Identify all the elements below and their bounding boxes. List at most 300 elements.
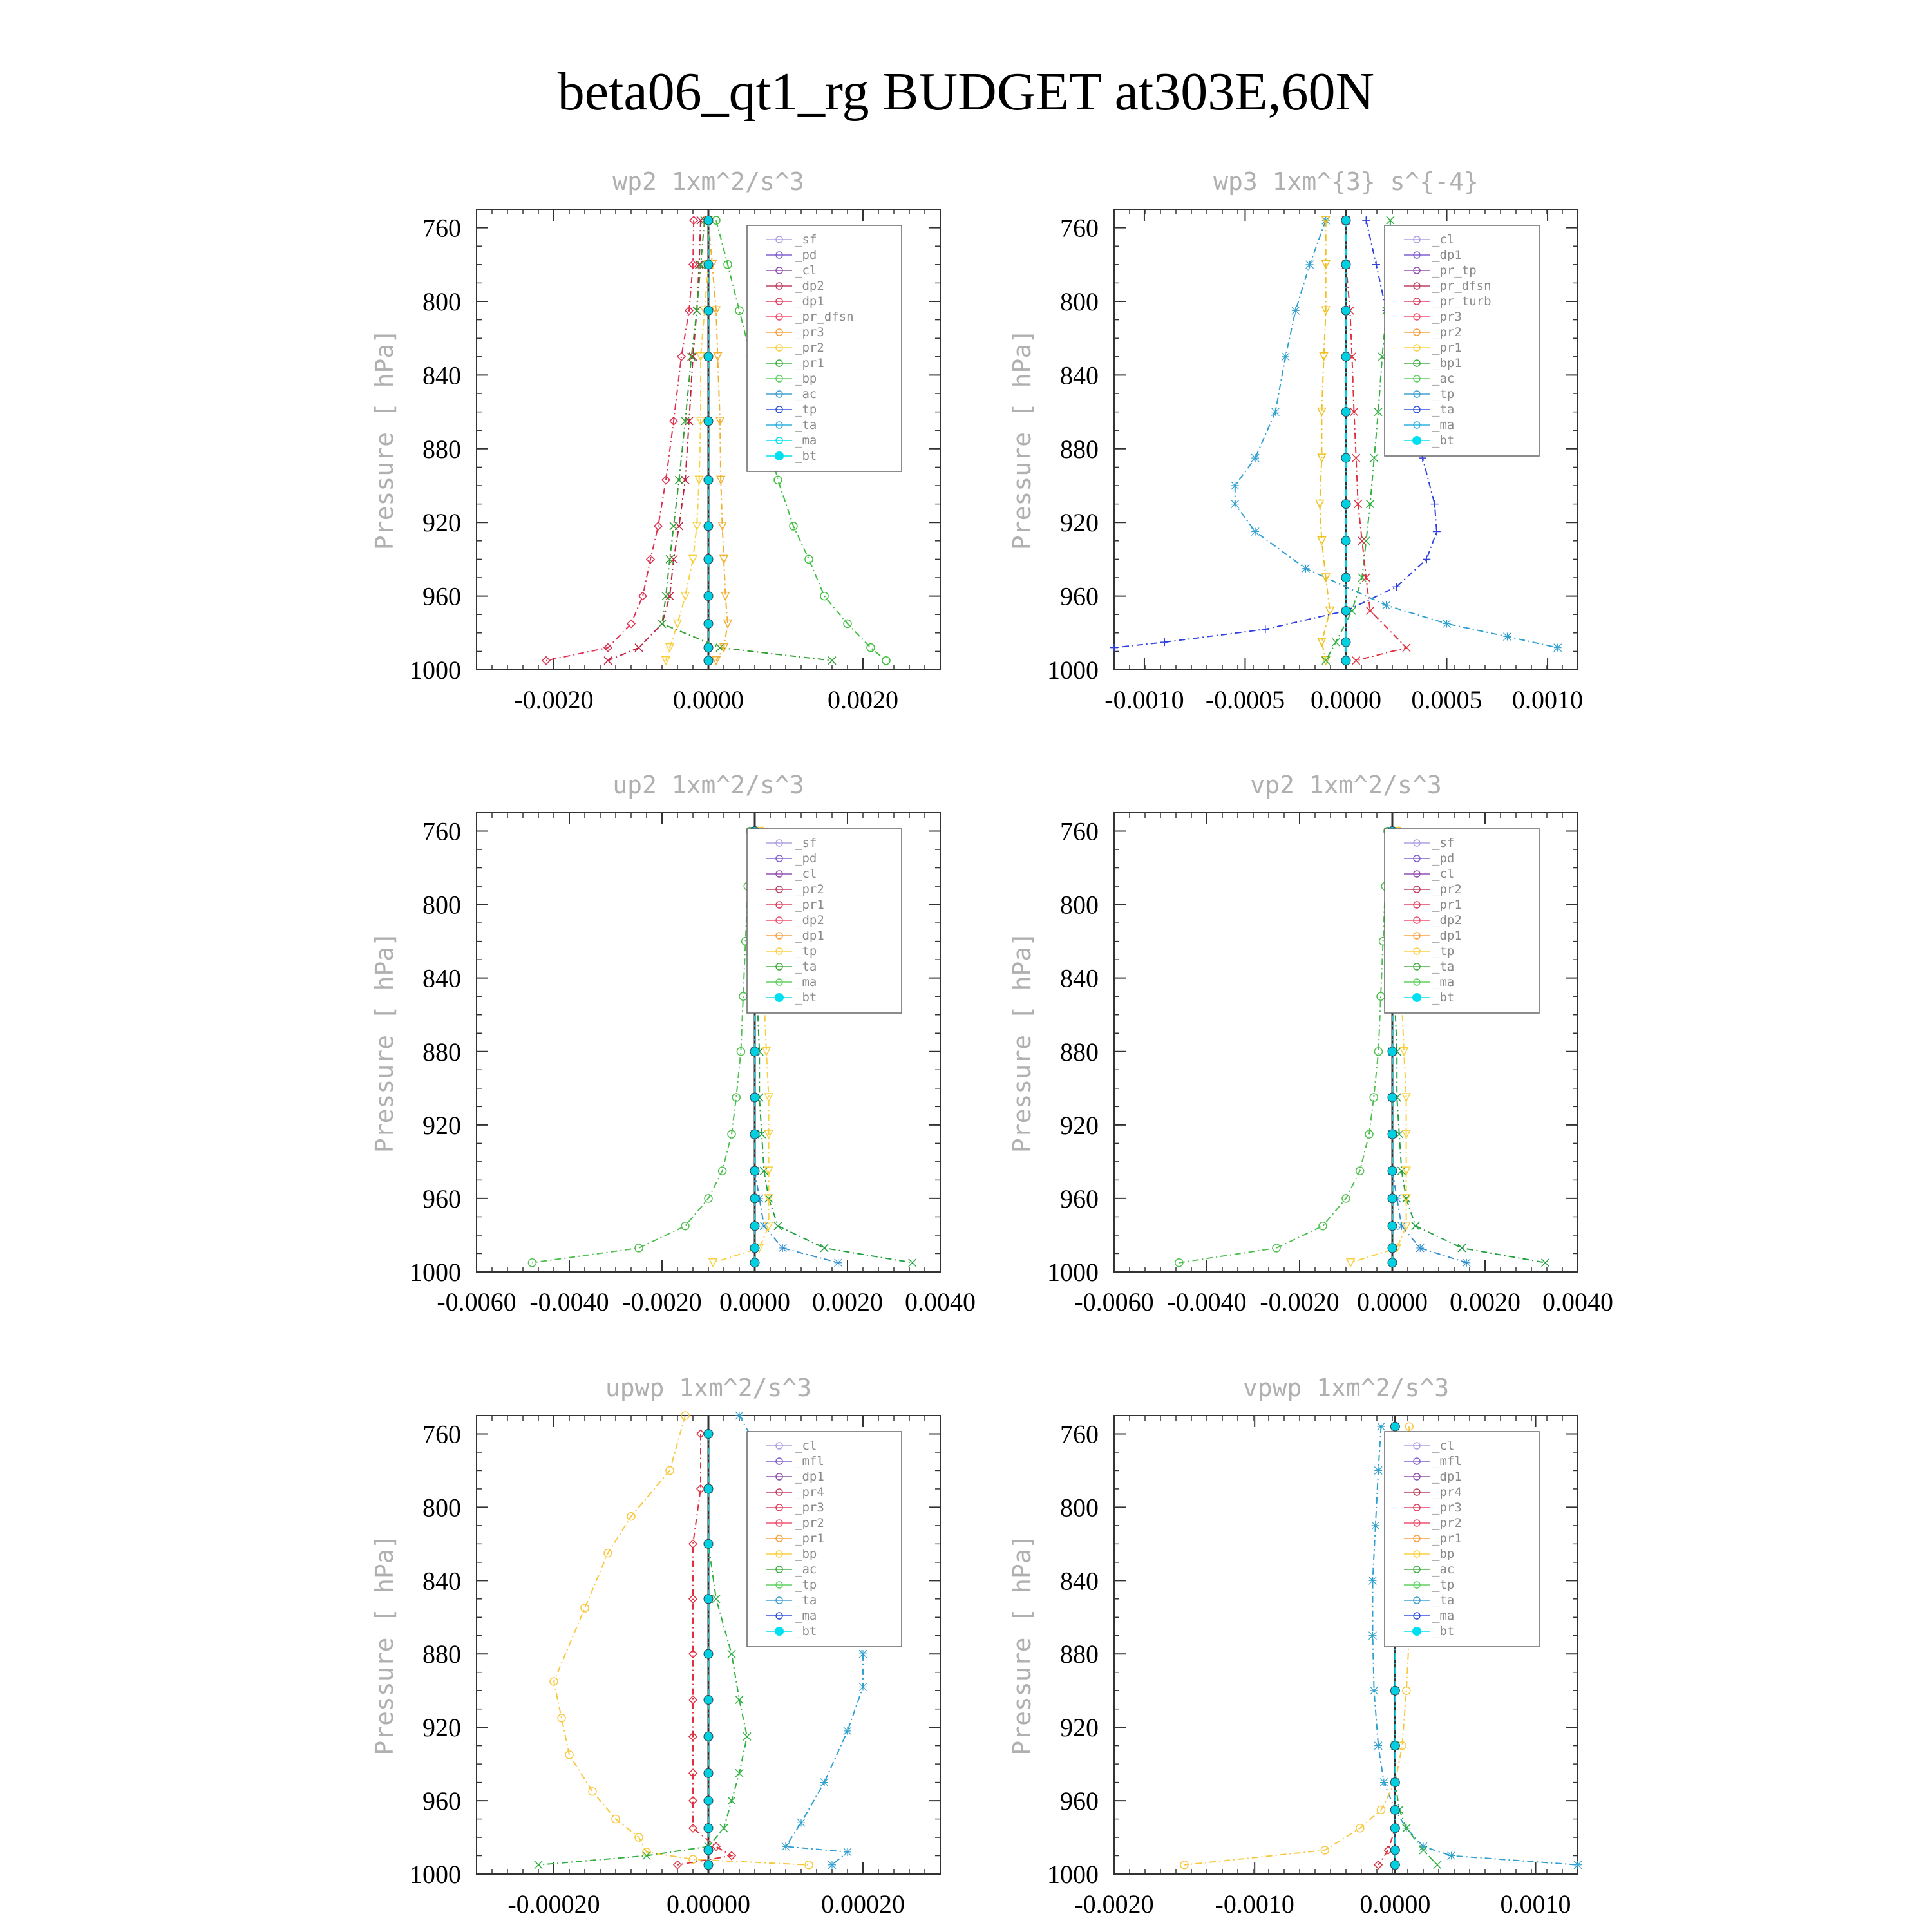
data-point: [635, 1244, 643, 1252]
data-point: [1318, 454, 1325, 462]
data-point: [750, 1244, 759, 1253]
legend-label: _ma: [1432, 975, 1455, 989]
series-line: [608, 220, 701, 660]
legend-label: _ta: [795, 1593, 817, 1607]
data-point: [728, 1650, 735, 1658]
legend-label: _bt: [1432, 1624, 1455, 1638]
legend-label: _dp1: [1432, 929, 1462, 943]
data-point: [704, 260, 713, 269]
legend-label: _dp2: [795, 913, 824, 927]
series-dp1: [1175, 828, 1392, 1267]
y-tick-label: 1000: [1047, 656, 1099, 685]
legend-label: _tp: [1432, 1578, 1455, 1592]
legend-label: _dp1: [795, 1470, 824, 1484]
data-point: [704, 1429, 713, 1438]
legend: [747, 829, 902, 1013]
data-point: [1374, 1466, 1382, 1474]
series-line: [1184, 1426, 1412, 1865]
y-tick-label: 760: [422, 817, 461, 846]
legend-label: _pr_turb: [1432, 294, 1492, 308]
y-axis-label: Pressure [ hPa]: [1008, 328, 1036, 551]
data-point: [1341, 536, 1350, 545]
data-point: [867, 644, 875, 652]
legend-swatch-marker: [775, 451, 784, 460]
data-point: [750, 1130, 759, 1139]
data-point: [704, 216, 713, 225]
legend-label: _ma: [795, 433, 817, 448]
y-tick-label: 880: [1060, 1640, 1099, 1669]
data-point: [1388, 1130, 1397, 1139]
series-line: [1320, 220, 1330, 660]
data-point: [704, 643, 713, 652]
y-tick-label: 1000: [1047, 1860, 1099, 1889]
data-point: [805, 555, 813, 563]
data-point: [1390, 1741, 1399, 1750]
data-point: [535, 1861, 542, 1869]
legend-label: _pr3: [1432, 310, 1462, 324]
data-point: [1231, 482, 1239, 489]
y-tick-label: 760: [1060, 817, 1099, 846]
panel-wp2: [370, 167, 940, 714]
data-point: [1251, 454, 1259, 462]
data-point: [750, 1166, 759, 1175]
data-point: [750, 1222, 759, 1231]
data-point: [774, 1222, 782, 1230]
legend-label: _cl: [795, 263, 817, 278]
legend-label: _pd: [1432, 851, 1455, 866]
y-tick-label: 800: [422, 287, 461, 316]
series-line: [538, 1434, 747, 1865]
data-point: [1403, 644, 1410, 652]
x-tick-label: 0.0000: [673, 685, 744, 714]
data-point: [670, 522, 677, 530]
data-point: [1251, 528, 1259, 536]
x-tick-label: 0.0005: [1411, 685, 1482, 714]
legend-label: _dp1: [1432, 1470, 1462, 1484]
x-tick-label: -0.0010: [1215, 1889, 1294, 1918]
data-point: [689, 1540, 697, 1548]
data-point: [704, 1824, 713, 1833]
y-tick-label: 800: [1060, 890, 1099, 920]
legend-label: _pr2: [795, 341, 824, 355]
y-tick-label: 1000: [1047, 1258, 1099, 1287]
legend-label: _bt: [1432, 433, 1455, 448]
panel-wp3: [1008, 167, 1583, 714]
data-point: [844, 1727, 851, 1735]
data-point: [1302, 565, 1309, 573]
data-point: [805, 1861, 813, 1869]
data-point: [1341, 408, 1350, 417]
y-tick-label: 840: [1060, 361, 1099, 390]
legend-label: _sf: [795, 232, 817, 247]
legend-label: _bt: [795, 990, 817, 1005]
data-point: [1463, 1259, 1470, 1267]
data-point: [1262, 625, 1269, 633]
legend-label: _bt: [795, 1624, 817, 1638]
legend-label: _tp: [1432, 387, 1455, 401]
figure-title: beta06_qt1_rg BUDGET at303E,60N: [557, 62, 1375, 122]
legend-swatch-marker: [1412, 993, 1421, 1002]
data-point: [1403, 1687, 1410, 1694]
data-point: [704, 1695, 713, 1704]
y-tick-label: 960: [1060, 1786, 1099, 1816]
data-point: [1372, 261, 1380, 269]
data-point: [1292, 307, 1300, 314]
data-point: [1271, 408, 1279, 416]
y-axis-label: Pressure [ hPa]: [370, 328, 399, 551]
y-tick-label: 920: [1060, 1110, 1099, 1140]
legend-label: _dp1: [1432, 248, 1462, 262]
data-point: [1341, 573, 1350, 582]
x-tick-label: 0.0020: [828, 685, 898, 714]
legend-label: _pr1: [795, 356, 824, 370]
data-point: [797, 1819, 805, 1826]
data-point: [1388, 1093, 1397, 1102]
data-point: [681, 1222, 689, 1230]
legend-label: _pr_dfsn: [795, 310, 854, 324]
data-point: [1347, 1259, 1354, 1267]
data-point: [735, 1412, 743, 1419]
legend-label: _pr_dfsn: [1432, 279, 1492, 293]
legend-label: _sf: [1432, 836, 1455, 850]
y-tick-label: 880: [1060, 1037, 1099, 1066]
x-tick-label: 0.0020: [812, 1287, 883, 1316]
x-tick-label: 0.0040: [1542, 1287, 1613, 1316]
data-point: [1388, 1166, 1397, 1175]
data-point: [704, 352, 713, 361]
data-point: [1341, 216, 1350, 225]
x-tick-label: 0.0010: [1500, 1889, 1571, 1918]
data-point: [1306, 261, 1314, 269]
legend-box: [747, 829, 902, 1013]
x-tick-label: -0.0060: [1074, 1287, 1154, 1316]
data-point: [750, 1258, 759, 1267]
panel-title: up2 1xm^2/s^3: [612, 771, 804, 799]
series-pr1: [1316, 216, 1334, 665]
data-point: [728, 1797, 735, 1804]
data-point: [704, 1595, 713, 1604]
y-tick-label: 880: [422, 434, 461, 464]
legend: [1385, 829, 1539, 1013]
data-point: [712, 216, 720, 224]
x-tick-label: -0.0010: [1104, 685, 1184, 714]
data-point: [639, 592, 647, 600]
data-point: [1377, 992, 1385, 1000]
legend-swatch-marker: [1412, 1627, 1421, 1636]
data-point: [1370, 1687, 1378, 1694]
legend-label: _sf: [795, 836, 817, 850]
y-tick-label: 880: [1060, 434, 1099, 464]
legend-label: _bp: [795, 1547, 817, 1561]
data-point: [1458, 1244, 1466, 1252]
data-point: [1368, 1577, 1376, 1584]
legend-label: _bt: [795, 449, 817, 463]
legend-label: _ma: [1432, 1609, 1455, 1623]
data-point: [1433, 528, 1441, 536]
data-point: [1443, 620, 1451, 628]
series-bp1: [1322, 216, 1394, 665]
data-point: [1358, 537, 1366, 545]
legend-label: _ta: [1432, 960, 1455, 974]
legend-label: _pd: [795, 851, 817, 866]
y-tick-label: 960: [1060, 582, 1099, 611]
legend-label: _bp: [795, 372, 817, 386]
series-dp1: [528, 828, 753, 1267]
y-axis-label: Pressure [ hPa]: [1008, 1534, 1036, 1756]
x-tick-label: -0.0040: [529, 1287, 609, 1316]
data-point: [704, 522, 713, 531]
data-point: [1110, 644, 1118, 652]
y-tick-label: 1000: [410, 1860, 461, 1889]
legend-box: [747, 225, 902, 471]
y-tick-label: 960: [422, 582, 461, 611]
legend-label: _ma: [1432, 418, 1455, 432]
legend-label: _ma: [795, 1609, 817, 1623]
data-point: [1390, 1824, 1399, 1833]
legend-label: _pr4: [795, 1485, 824, 1499]
legend-label: _mfl: [1432, 1454, 1462, 1468]
data-point: [1390, 1846, 1399, 1855]
y-tick-label: 880: [422, 1640, 461, 1669]
legend-label: _bp: [1432, 1547, 1455, 1561]
data-point: [1341, 306, 1350, 315]
data-point: [1388, 1194, 1397, 1203]
y-tick-label: 760: [1060, 1419, 1099, 1449]
x-tick-label: -0.0040: [1167, 1287, 1247, 1316]
data-point: [1282, 353, 1289, 361]
panels: [370, 167, 1613, 1918]
y-tick-label: 840: [422, 963, 461, 993]
data-point: [739, 992, 747, 1000]
legend-label: _ac: [1432, 372, 1455, 386]
legend-label: _pr1: [1432, 1531, 1462, 1546]
y-tick-label: 960: [1060, 1184, 1099, 1213]
data-point: [1388, 1047, 1397, 1056]
data-point: [774, 476, 782, 484]
series-line: [1179, 831, 1388, 1263]
data-point: [1378, 1423, 1385, 1430]
data-point: [1434, 1861, 1441, 1869]
legend-label: _pr1: [1432, 341, 1462, 355]
y-tick-label: 760: [1060, 213, 1099, 243]
legend: [1385, 1432, 1539, 1647]
legend-label: _pd: [795, 248, 817, 262]
panel-title: vpwp 1xm^2/s^3: [1242, 1374, 1450, 1402]
panel-title: upwp 1xm^2/s^3: [605, 1374, 812, 1402]
x-tick-label: 0.0000: [1359, 1889, 1431, 1918]
legend-label: _pr3: [795, 325, 824, 339]
data-point: [704, 1796, 713, 1805]
y-axis-label: Pressure [ hPa]: [1008, 931, 1036, 1153]
legend-label: _tp: [1432, 944, 1455, 958]
data-point: [704, 1539, 713, 1548]
panel-up2: [370, 771, 976, 1316]
x-tick-label: -0.0020: [514, 685, 594, 714]
legend-label: _ac: [795, 1562, 817, 1577]
legend-label: _dp2: [1432, 913, 1462, 927]
data-point: [1273, 1244, 1280, 1252]
data-point: [1383, 601, 1390, 609]
data-point: [1352, 657, 1360, 665]
y-tick-label: 920: [1060, 508, 1099, 538]
data-point: [1380, 1779, 1388, 1786]
data-point: [1341, 656, 1350, 665]
data-point: [1423, 555, 1430, 563]
legend-label: _cl: [795, 867, 817, 881]
data-point: [1362, 216, 1370, 224]
legend-label: _dp1: [795, 294, 824, 308]
data-point: [704, 1861, 713, 1870]
data-point: [1362, 537, 1370, 545]
panel-title: wp2 1xm^2/s^3: [612, 167, 804, 196]
x-tick-label: -0.0060: [437, 1287, 516, 1316]
legend-label: _ta: [795, 418, 817, 432]
y-tick-label: 840: [422, 361, 461, 390]
data-point: [704, 417, 713, 426]
data-point: [704, 592, 713, 601]
x-tick-label: 0.00000: [667, 1889, 750, 1918]
data-point: [704, 554, 713, 564]
legend-label: _ta: [1432, 1593, 1455, 1607]
data-point: [1416, 1244, 1424, 1252]
data-point: [720, 1824, 728, 1832]
legend-label: _ta: [795, 960, 817, 974]
data-point: [712, 1595, 720, 1603]
data-point: [1390, 1778, 1399, 1787]
data-point: [1390, 1422, 1399, 1431]
x-tick-label: 0.0020: [1450, 1287, 1520, 1316]
legend-label: _pr1: [795, 1531, 824, 1546]
legend-label: _pr3: [795, 1501, 824, 1515]
legend-label: _mfl: [795, 1454, 824, 1468]
data-point: [828, 1861, 836, 1869]
legend-label: _tp: [795, 1578, 817, 1592]
data-point: [1388, 1244, 1397, 1253]
data-point: [1341, 638, 1350, 647]
x-tick-label: -0.0020: [1260, 1287, 1340, 1316]
data-point: [1341, 260, 1350, 269]
data-point: [662, 592, 670, 600]
legend-label: _tp: [795, 402, 817, 417]
legend-swatch-marker: [1412, 436, 1421, 445]
data-point: [1319, 1222, 1327, 1230]
data-point: [558, 1714, 565, 1722]
x-tick-label: 0.0040: [905, 1287, 976, 1316]
x-tick-label: -0.0005: [1205, 685, 1285, 714]
y-tick-label: 1000: [410, 656, 461, 685]
panel-title: vp2 1xm^2/s^3: [1250, 771, 1442, 799]
data-point: [1332, 638, 1340, 646]
legend-label: _ac: [1432, 1562, 1455, 1577]
panel-vpwp: [1008, 1374, 1582, 1918]
series-dp1: [542, 216, 697, 665]
y-tick-label: 920: [1060, 1713, 1099, 1743]
y-tick-label: 760: [422, 1419, 461, 1449]
x-tick-label: 0.0010: [1512, 685, 1584, 714]
data-point: [1554, 644, 1562, 652]
series-pr1: [1180, 1423, 1416, 1869]
panel-upwp: [370, 1374, 940, 1918]
legend-label: _tp: [795, 944, 817, 958]
data-point: [704, 1768, 713, 1777]
data-point: [704, 1484, 713, 1493]
legend-label: _pr1: [1432, 898, 1462, 912]
y-tick-label: 800: [1060, 287, 1099, 316]
legend-label: _pr2: [1432, 1516, 1462, 1530]
data-point: [1341, 500, 1350, 509]
x-tick-label: -0.0020: [1074, 1889, 1154, 1918]
data-point: [750, 1093, 759, 1102]
x-tick-label: 0.0000: [1311, 685, 1381, 714]
legend-label: _pr1: [795, 898, 824, 912]
legend: [747, 225, 902, 471]
data-point: [677, 353, 685, 361]
x-tick-label: 0.0000: [719, 1287, 790, 1316]
data-point: [1160, 638, 1168, 646]
data-point: [1341, 352, 1350, 361]
data-point: [704, 1649, 713, 1658]
y-tick-label: 760: [422, 213, 461, 243]
data-point: [844, 1848, 851, 1856]
data-point: [589, 1788, 596, 1795]
data-point: [1390, 1686, 1399, 1695]
legend: [1385, 225, 1539, 456]
legend-label: _cl: [1432, 867, 1455, 881]
data-point: [635, 644, 643, 652]
data-point: [828, 657, 836, 665]
data-point: [1231, 500, 1239, 508]
data-point: [820, 1244, 828, 1252]
data-point: [1352, 454, 1360, 462]
data-point: [674, 620, 681, 628]
data-point: [709, 1259, 717, 1267]
data-point: [1341, 606, 1350, 615]
legend-box: [747, 1432, 902, 1647]
y-tick-label: 800: [1060, 1493, 1099, 1522]
data-point: [1412, 1222, 1419, 1230]
y-tick-label: 920: [422, 1110, 461, 1140]
panel-title: wp3 1xm^{3} s^{-4}: [1213, 167, 1479, 196]
data-point: [1574, 1861, 1582, 1869]
data-point: [688, 353, 696, 361]
y-tick-label: 840: [1060, 963, 1099, 993]
data-point: [820, 592, 828, 600]
legend-box: [1385, 829, 1539, 1013]
legend-box: [1385, 225, 1539, 456]
data-point: [704, 1846, 713, 1855]
data-point: [750, 1194, 759, 1203]
data-point: [1374, 1742, 1382, 1750]
legend-label: _pr2: [1432, 882, 1462, 896]
y-tick-label: 960: [422, 1786, 461, 1816]
legend-swatch-marker: [775, 993, 784, 1002]
x-tick-label: 0.00020: [821, 1889, 905, 1918]
data-point: [581, 1604, 589, 1612]
legend-label: _pr4: [1432, 1485, 1462, 1499]
y-tick-label: 920: [422, 1713, 461, 1743]
legend-label: _pr_tp: [1432, 263, 1477, 278]
data-point: [1390, 1861, 1399, 1870]
x-tick-label: -0.00020: [507, 1889, 600, 1918]
data-point: [704, 1732, 713, 1741]
data-point: [704, 620, 713, 629]
legend-label: _ma: [795, 975, 817, 989]
series-line: [666, 220, 708, 660]
data-point: [1372, 1522, 1379, 1530]
y-tick-label: 840: [1060, 1566, 1099, 1596]
data-point: [820, 1779, 828, 1786]
panel-vp2: [1008, 771, 1613, 1316]
